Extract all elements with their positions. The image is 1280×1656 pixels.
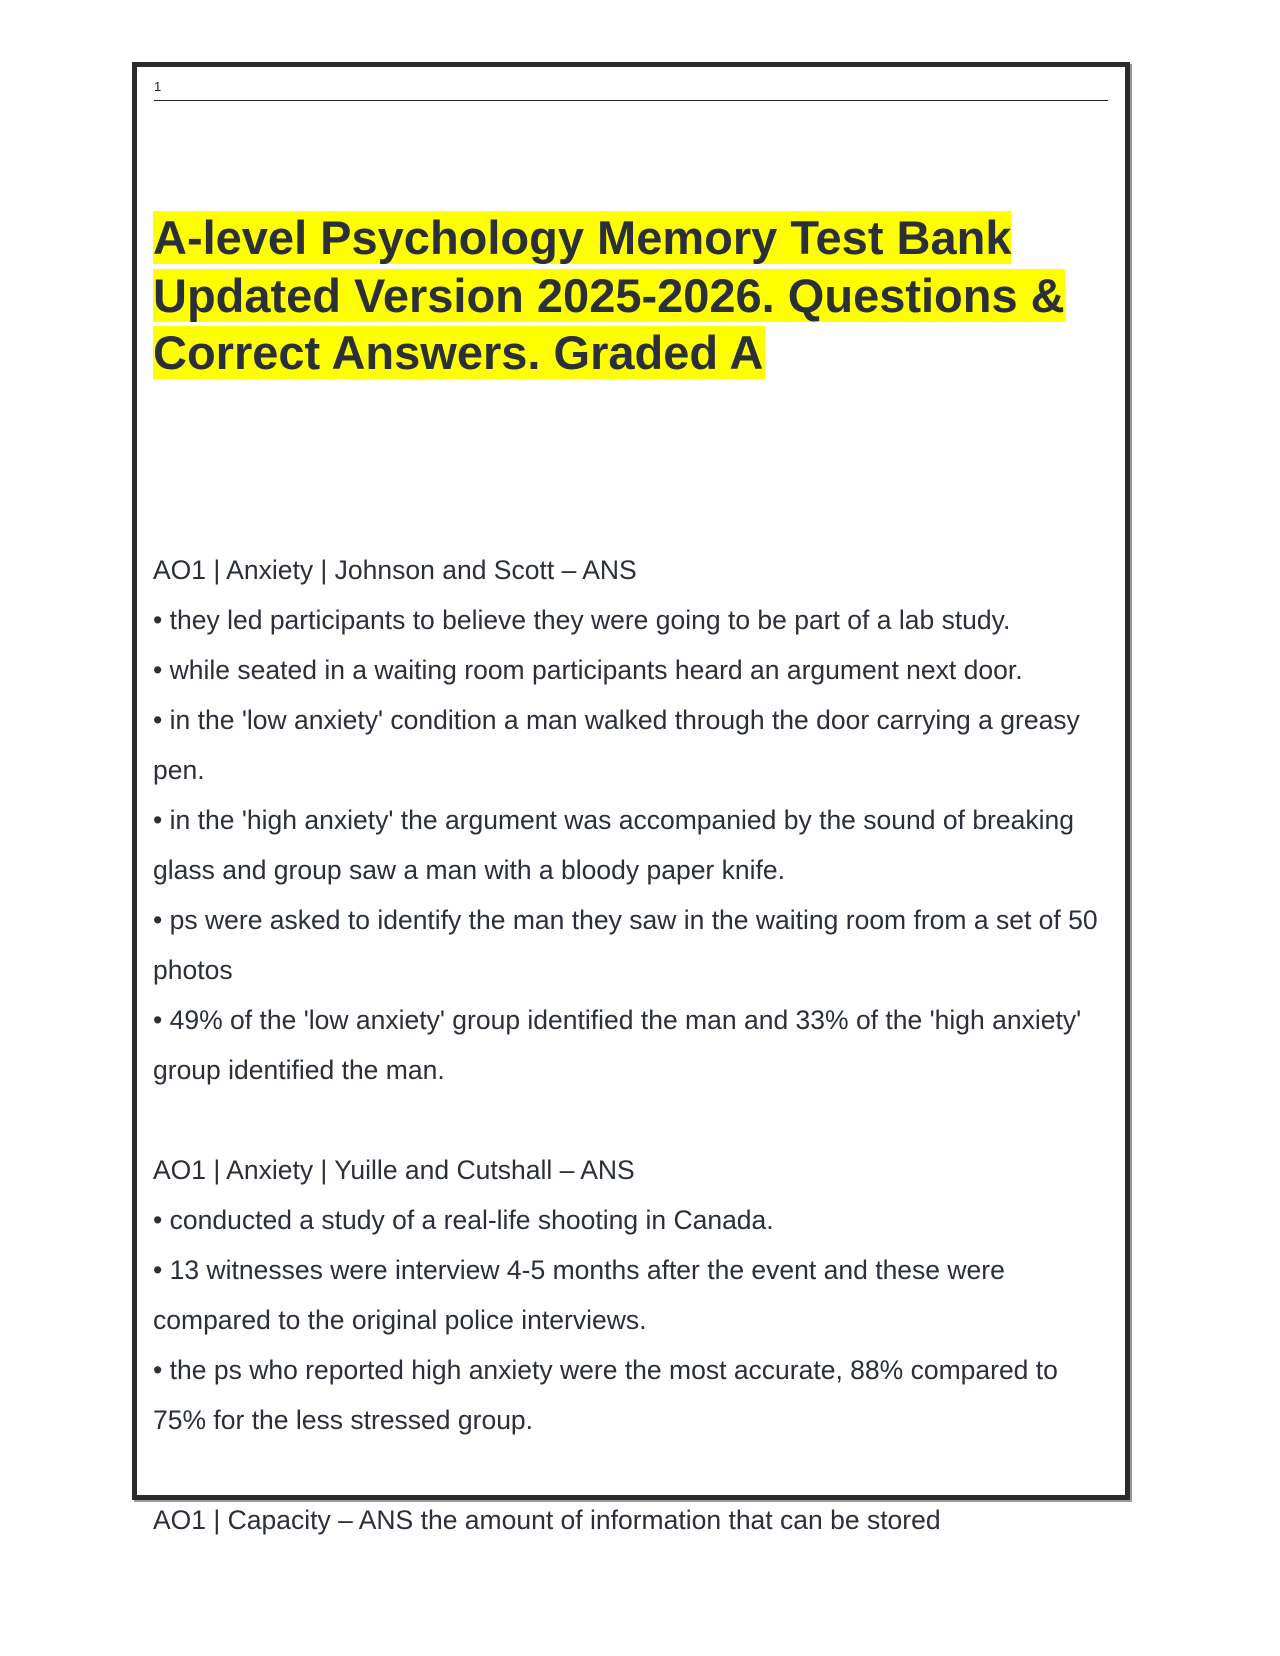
entry-bullet: • 49% of the 'low anxiety' group identified the man and 33% of the 'high anxiety' group identified the man. bbox=[153, 1005, 1082, 1085]
entry-spacer bbox=[153, 1445, 1103, 1495]
entry-bullet: • ps were asked to identify the man they saw in the waiting room from a set of 50 photos bbox=[153, 905, 1098, 985]
qa-entry bbox=[153, 545, 1103, 1095]
entry-bullet: • in the 'low anxiety' condition a man walked through the door carrying a greasy pen. bbox=[153, 705, 1080, 785]
entry-bullet: • in the 'high anxiety' the argument was accompanied by the sound of breaking glass and group saw a man with a bloody paper knife. bbox=[153, 805, 1074, 885]
entry-bullet: • conducted a study of a real-life shooting in Canada. bbox=[153, 1205, 774, 1235]
entry-bullet: • while seated in a waiting room participants heard an argument next door. bbox=[153, 655, 1023, 685]
title-highlight: A-level Psychology Memory Test Bank Updated Version 2025-2026. Questions & Correct Answers. Graded A bbox=[153, 211, 1065, 379]
document-body bbox=[153, 545, 1103, 1545]
entry-spacer bbox=[153, 1095, 1103, 1145]
qa-entry bbox=[153, 1145, 1103, 1445]
document-title bbox=[153, 209, 1115, 382]
page-number: 1 bbox=[154, 79, 162, 94]
entry-heading: AO1 | Capacity – ANS the amount of information that can be stored bbox=[153, 1505, 941, 1535]
qa-entry bbox=[153, 1495, 1103, 1545]
entry-bullet: • they led participants to believe they were going to be part of a lab study. bbox=[153, 605, 1011, 635]
entry-bullet: • the ps who reported high anxiety were the most accurate, 88% compared to 75% for the less stressed group. bbox=[153, 1355, 1058, 1435]
page-header bbox=[154, 77, 1108, 101]
entry-bullet: • 13 witnesses were interview 4-5 months after the event and these were compared to the original police interviews. bbox=[153, 1255, 1005, 1335]
entry-heading: AO1 | Anxiety | Yuille and Cutshall – ANS bbox=[153, 1155, 635, 1185]
page-frame bbox=[132, 62, 1130, 1535]
entry-heading: AO1 | Anxiety | Johnson and Scott – ANS bbox=[153, 555, 637, 585]
